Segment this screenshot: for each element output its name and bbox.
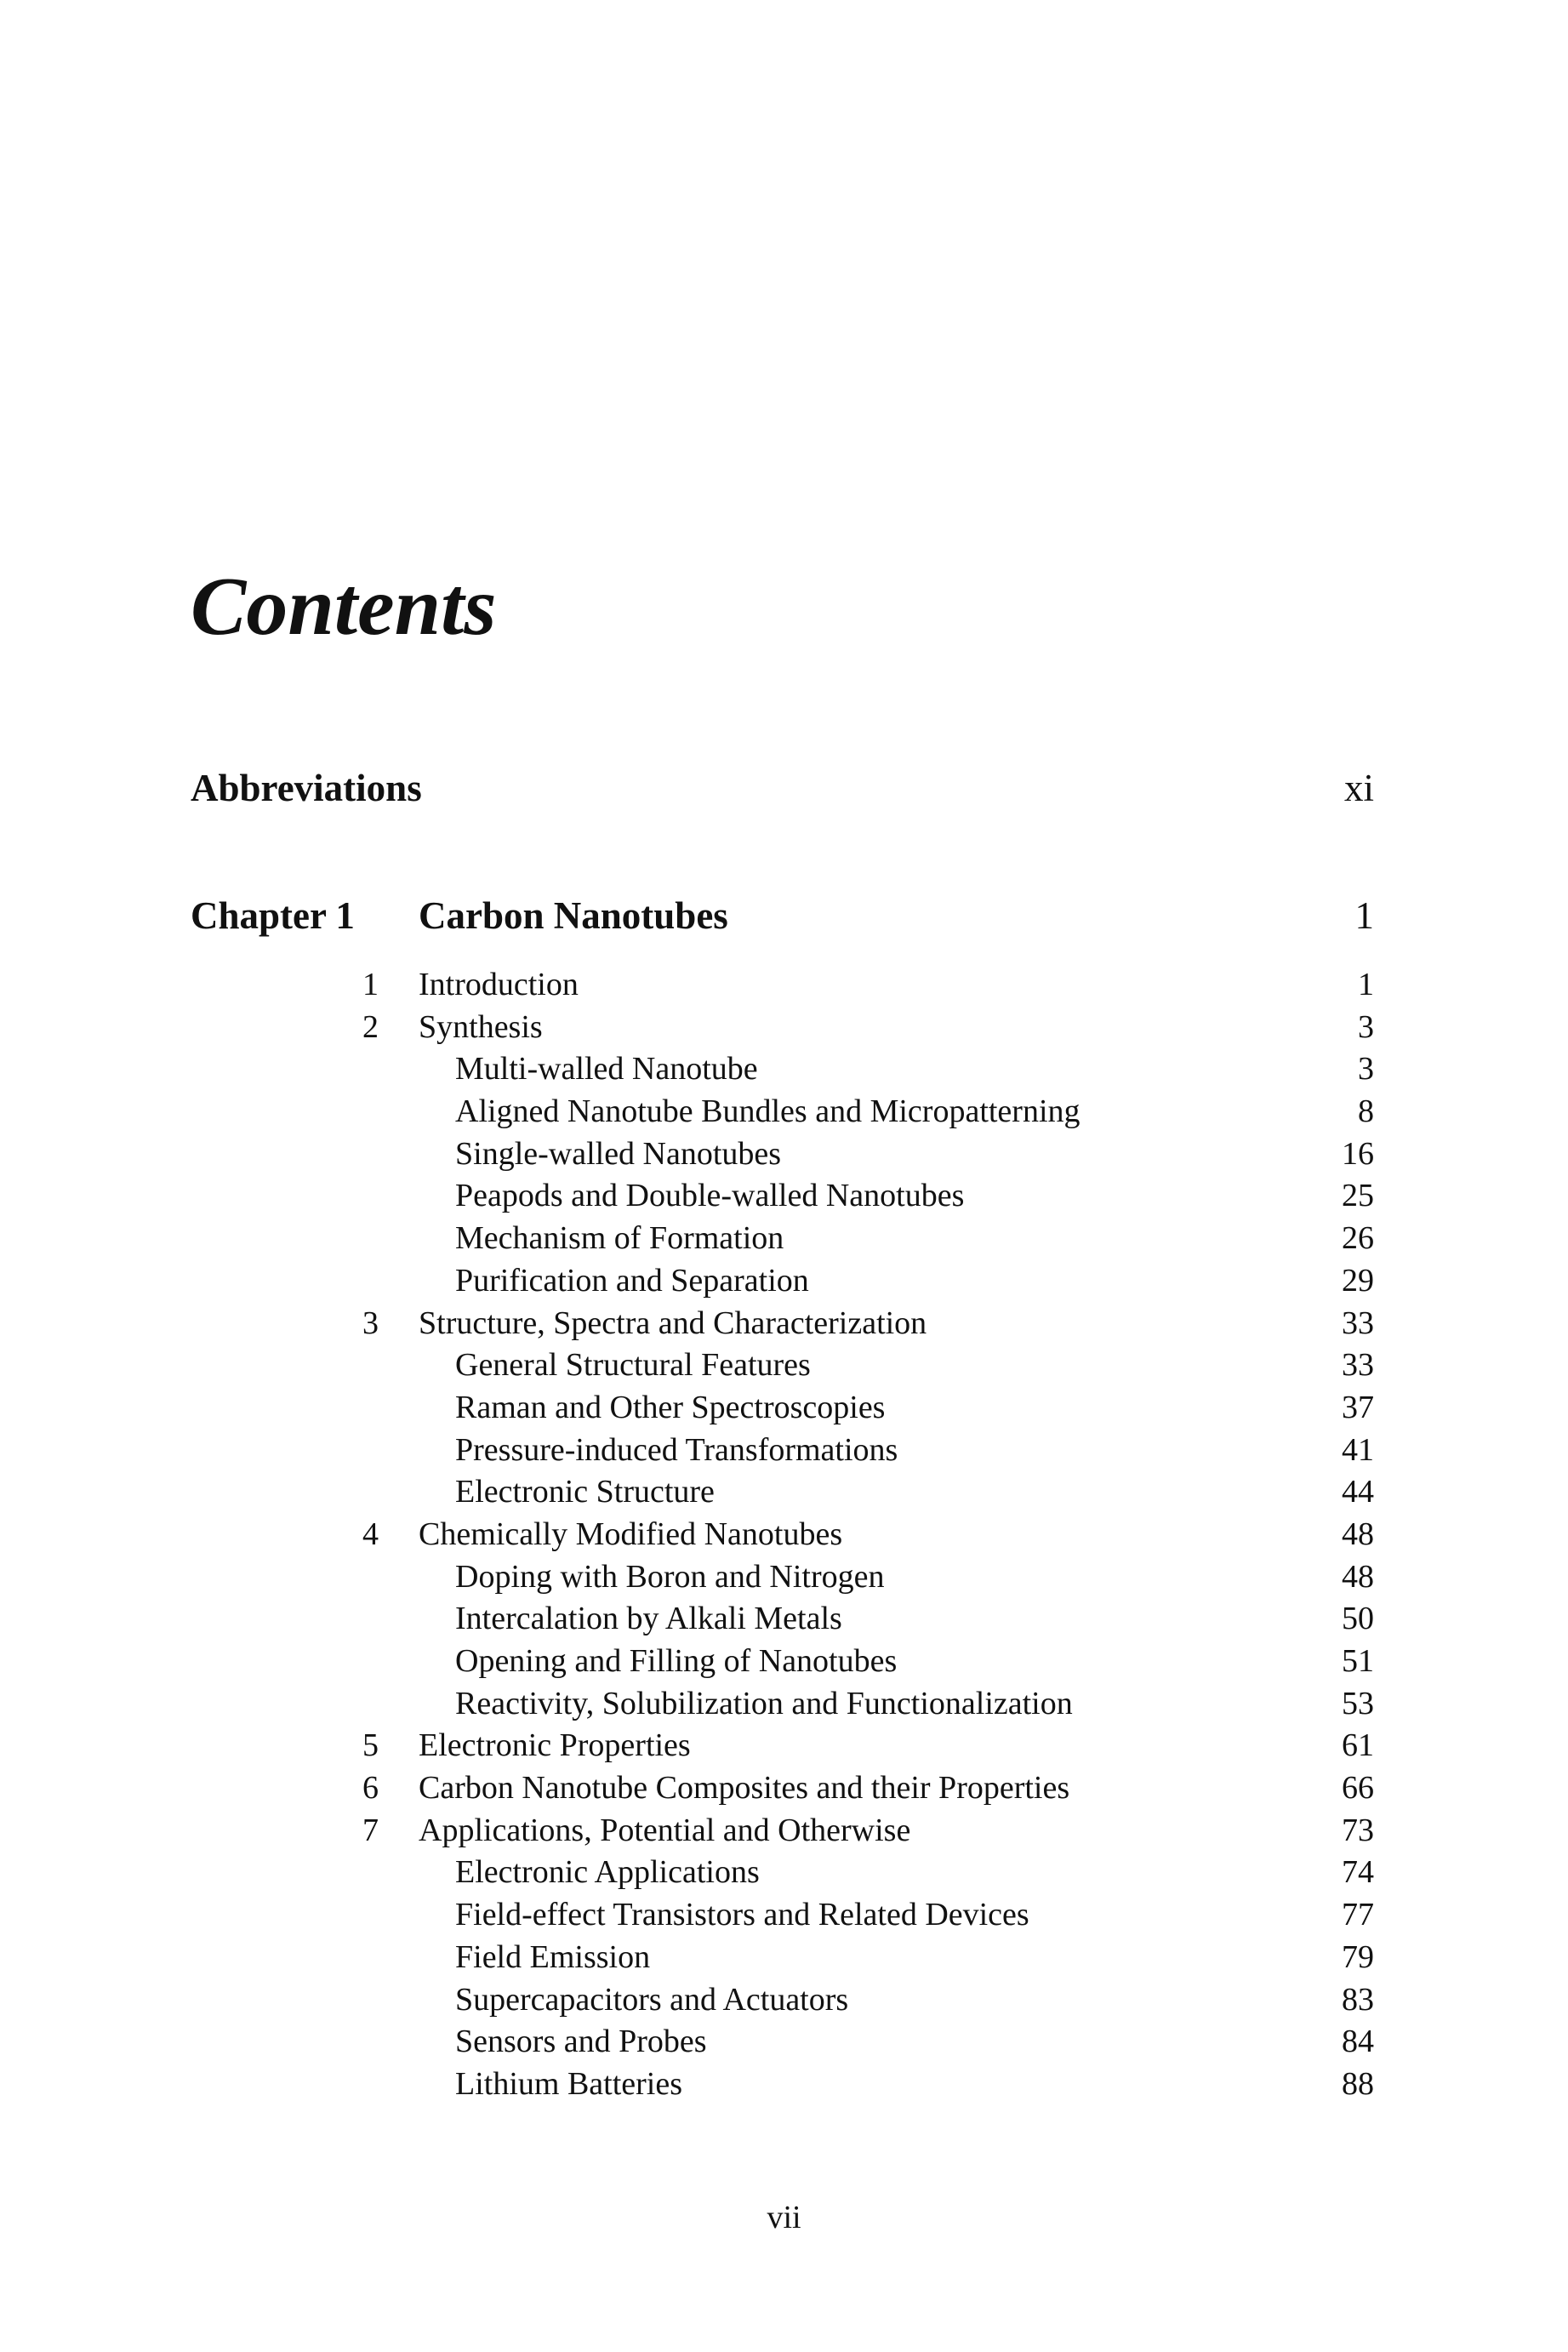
toc-section-entry[interactable]	[0, 1725, 1568, 1767]
toc-section-entry[interactable]	[0, 1007, 1568, 1049]
entry-title: Synthesis	[419, 1008, 543, 1045]
abbreviations-page-number: xi	[1343, 767, 1374, 809]
entry-title: Field-effect Transistors and Related Devices	[455, 1897, 1029, 1933]
entry-page-number: 8	[1358, 1093, 1374, 1130]
entry-page-number: 41	[1342, 1431, 1374, 1468]
toc-subsection-entry[interactable]	[0, 1598, 1568, 1641]
toc-subsection-entry[interactable]	[0, 1091, 1568, 1133]
entry-page-number: 53	[1342, 1685, 1374, 1721]
toc-subsection-entry[interactable]	[0, 1175, 1568, 1218]
toc-subsection-entry[interactable]	[0, 2064, 1568, 2106]
entry-title: Chemically Modified Nanotubes	[419, 1516, 843, 1552]
entry-page-number: 48	[1342, 1516, 1374, 1552]
section-number: 4	[362, 1516, 379, 1552]
entry-title: Lithium Batteries	[455, 2065, 683, 2102]
toc-subsection-entry[interactable]	[0, 1430, 1568, 1472]
section-number: 5	[362, 1727, 379, 1764]
entry-title: Raman and Other Spectroscopies	[455, 1389, 886, 1425]
entry-title: Applications, Potential and Otherwise	[419, 1812, 911, 1848]
entry-page-number: 74	[1342, 1854, 1374, 1891]
entry-page-number: 37	[1342, 1389, 1374, 1425]
entry-page-number: 66	[1342, 1770, 1374, 1807]
entry-page-number: 83	[1342, 1981, 1374, 2018]
entry-title: Electronic Applications	[455, 1854, 760, 1891]
page-number-footer: vii	[767, 2200, 801, 2235]
entry-title: Structure, Spectra and Characterization	[419, 1304, 927, 1341]
entry-page-number: 77	[1342, 1897, 1374, 1933]
toc-subsection-entry[interactable]	[0, 1344, 1568, 1387]
entry-page-number: 73	[1342, 1812, 1374, 1848]
toc-chapter-heading[interactable]	[191, 893, 1374, 945]
entry-title: Reactivity, Solubilization and Functionalization	[455, 1685, 1073, 1721]
section-number: 6	[362, 1770, 379, 1807]
entry-title: Doping with Boron and Nitrogen	[455, 1558, 885, 1595]
entry-title: Intercalation by Alkali Metals	[455, 1601, 842, 1637]
entry-page-number: 26	[1342, 1220, 1374, 1257]
toc-section-entry[interactable]	[0, 1514, 1568, 1556]
toc-subsection-entry[interactable]	[0, 2021, 1568, 2064]
entry-title: Electronic Structure	[455, 1474, 715, 1510]
chapter-title: Carbon Nanotubes	[419, 894, 728, 937]
toc-entry-list	[0, 964, 1568, 2106]
entry-page-number: 44	[1342, 1474, 1374, 1510]
entry-title: Multi-walled Nanotube	[455, 1051, 758, 1088]
entry-title: Carbon Nanotube Composites and their Properties	[419, 1770, 1070, 1807]
toc-subsection-entry[interactable]	[0, 1641, 1568, 1683]
toc-section-entry[interactable]	[0, 1767, 1568, 1810]
abbreviations-label: Abbreviations	[191, 767, 422, 809]
toc-subsection-entry[interactable]	[0, 1218, 1568, 1260]
entry-title: Purification and Separation	[455, 1262, 809, 1299]
entry-title: Peapods and Double-walled Nanotubes	[455, 1178, 965, 1214]
section-number: 3	[362, 1304, 379, 1341]
page-title: Contents	[191, 560, 497, 653]
toc-section-entry[interactable]	[0, 1810, 1568, 1852]
entry-page-number: 29	[1342, 1262, 1374, 1299]
toc-abbreviations-entry[interactable]	[191, 766, 1374, 817]
toc-section-entry[interactable]	[0, 964, 1568, 1007]
toc-subsection-entry[interactable]	[0, 1260, 1568, 1303]
toc-subsection-entry[interactable]	[0, 1471, 1568, 1514]
chapter-label: Chapter 1	[191, 894, 355, 937]
toc-subsection-entry[interactable]	[0, 1556, 1568, 1599]
toc-subsection-entry[interactable]	[0, 1048, 1568, 1091]
entry-title: Field Emission	[455, 1938, 651, 1975]
toc-subsection-entry[interactable]	[0, 1937, 1568, 1979]
entry-page-number: 1	[1358, 967, 1374, 1002]
toc-subsection-entry[interactable]	[0, 1683, 1568, 1726]
toc-section-entry[interactable]	[0, 1303, 1568, 1345]
chapter-page-number: 1	[1354, 894, 1374, 937]
section-number: 2	[362, 1008, 379, 1045]
entry-page-number: 25	[1342, 1178, 1374, 1214]
entry-title: General Structural Features	[455, 1347, 811, 1384]
entry-title: Opening and Filling of Nanotubes	[455, 1643, 898, 1679]
entry-page-number: 51	[1342, 1643, 1374, 1679]
entry-page-number: 33	[1342, 1304, 1374, 1341]
section-number: 7	[362, 1812, 379, 1848]
entry-page-number: 3	[1358, 1008, 1374, 1045]
entry-title: Introduction	[419, 967, 579, 1002]
entry-page-number: 3	[1358, 1051, 1374, 1088]
entry-title: Sensors and Probes	[455, 2024, 707, 2060]
entry-page-number: 61	[1342, 1727, 1374, 1764]
entry-title: Mechanism of Formation	[455, 1220, 784, 1257]
entry-page-number: 33	[1342, 1347, 1374, 1384]
entry-title: Electronic Properties	[419, 1727, 691, 1764]
entry-page-number: 48	[1342, 1558, 1374, 1595]
toc-subsection-entry[interactable]	[0, 1852, 1568, 1894]
entry-title: Pressure-induced Transformations	[455, 1431, 898, 1468]
section-number: 1	[362, 967, 379, 1002]
entry-title: Aligned Nanotube Bundles and Micropatterning	[455, 1093, 1080, 1130]
toc-subsection-entry[interactable]	[0, 1979, 1568, 2022]
entry-page-number: 79	[1342, 1938, 1374, 1975]
entry-page-number: 88	[1342, 2065, 1374, 2102]
toc-subsection-entry[interactable]	[0, 1387, 1568, 1430]
entry-page-number: 84	[1342, 2024, 1374, 2060]
entry-title: Single-walled Nanotubes	[455, 1135, 782, 1172]
entry-title: Supercapacitors and Actuators	[455, 1981, 849, 2018]
toc-subsection-entry[interactable]	[0, 1133, 1568, 1176]
entry-page-number: 50	[1342, 1601, 1374, 1637]
entry-page-number: 16	[1342, 1135, 1374, 1172]
toc-subsection-entry[interactable]	[0, 1894, 1568, 1937]
